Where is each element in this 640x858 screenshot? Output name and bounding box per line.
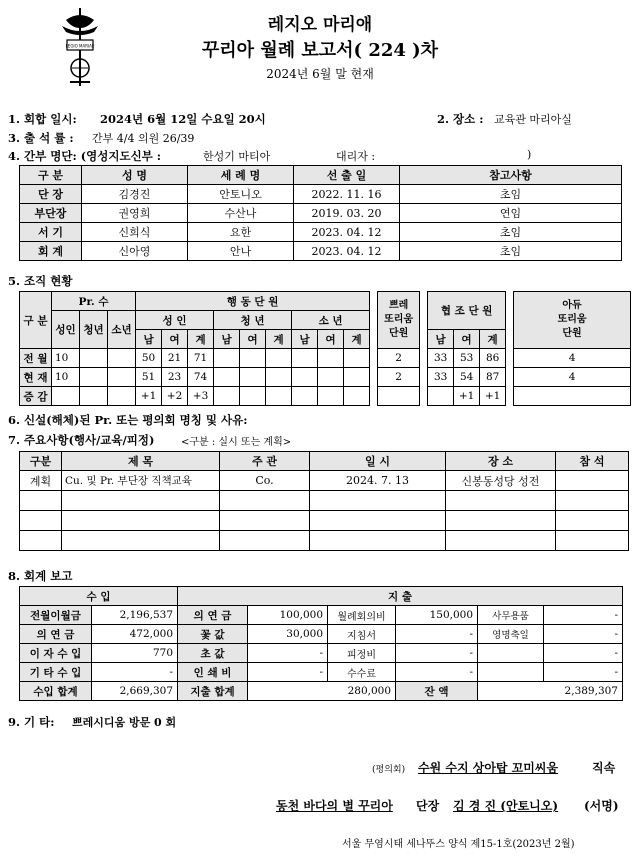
org-header-f: 여 (454, 330, 480, 349)
org-header-sum: 계 (344, 330, 370, 349)
table-row (20, 644, 623, 663)
org-header-m: 남 (292, 330, 318, 349)
meeting-datetime: 2024년 6월 12일 수요일 20시 (100, 112, 266, 126)
date-cell: 2023. 04. 12 (294, 242, 400, 261)
note-cell: 연임 (400, 204, 622, 223)
org-cell (318, 387, 344, 406)
org-cell: 2 (378, 368, 420, 387)
date-cell: 2019. 03. 20 (294, 204, 400, 223)
baptism-cell: 안나 (188, 242, 294, 261)
org-header-m: 남 (136, 330, 162, 349)
table-row (20, 223, 622, 242)
attendance-value: 간부 4/4 의원 26/39 (92, 132, 195, 145)
date-cell: 2022. 11. 16 (294, 185, 400, 204)
org-cell: 4 (514, 368, 631, 387)
officers-close: ) (527, 148, 532, 161)
balance-value: 2,389,307 (478, 682, 623, 701)
org-cell (108, 387, 136, 406)
place-label: 2. 장소 : (437, 112, 484, 126)
org-cell (318, 368, 344, 387)
sign-mark: (서명) (584, 799, 619, 813)
activity-cell (220, 491, 310, 511)
col-header: 성 명 (82, 166, 188, 185)
name-cell: 권영희 (82, 204, 188, 223)
org-cell: 33 (428, 368, 454, 387)
income-header: 수 입 (20, 587, 178, 606)
expense-item: 피정비 (328, 644, 396, 663)
org-cell: 54 (454, 368, 480, 387)
col-header: 참 석 (556, 452, 629, 471)
finance-table (19, 586, 623, 701)
activity-cell (310, 531, 446, 551)
org-cell: +2 (162, 387, 188, 406)
note-cell: 초임 (400, 185, 622, 204)
activities-note: <구분 : 실시 또는 계획> (181, 437, 292, 448)
col-header: 참고사항 (400, 166, 622, 185)
org-cell (214, 368, 240, 387)
expense-amount: - (544, 644, 623, 663)
expense-header: 지 출 (178, 587, 623, 606)
income-item: 의 연 금 (20, 625, 92, 644)
baptism-cell: 수산나 (188, 204, 294, 223)
income-item: 기 타 수 입 (20, 663, 92, 682)
org-cell (80, 368, 108, 387)
org-cell: +1 (136, 387, 162, 406)
org-header-m: 남 (428, 330, 454, 349)
activity-cell: 2024. 7. 13 (310, 471, 446, 491)
income-total-label: 수입 합계 (20, 682, 92, 701)
org-header-f: 여 (162, 330, 188, 349)
expense-amount: 30,000 (248, 625, 328, 644)
table-row (20, 204, 622, 223)
expense-item: 초 값 (178, 644, 248, 663)
org-cell: 53 (454, 349, 480, 368)
org-header-ppre: 쁘레 또리움 단원 (378, 292, 420, 349)
income-amount: - (92, 663, 178, 682)
org-header-pr-sub: 성인 (52, 311, 80, 349)
expense-total-label: 지출 합계 (178, 682, 248, 701)
org-cell (266, 368, 292, 387)
org-cell (80, 349, 108, 368)
activity-cell (556, 511, 629, 531)
name-cell: 신희식 (82, 223, 188, 242)
activity-cell (62, 531, 220, 551)
col-header: 장 소 (446, 452, 556, 471)
org-cell: 51 (136, 368, 162, 387)
activity-cell (310, 491, 446, 511)
expense-amount: - (396, 644, 478, 663)
finance-label: 8. 회계 보고 (8, 569, 73, 583)
income-total: 2,669,307 (92, 682, 178, 701)
activity-cell (556, 531, 629, 551)
activity-cell (556, 471, 629, 491)
org-cell (240, 368, 266, 387)
activity-cell (446, 531, 556, 551)
org-cell: +1 (454, 387, 480, 406)
org-table (19, 291, 631, 406)
expense-item: 인 쇄 비 (178, 663, 248, 682)
col-header: 선 출 일 (294, 166, 400, 185)
leader-label: 단장 (416, 799, 440, 813)
activity-cell (20, 531, 62, 551)
expense-item: 사무용품 (478, 606, 544, 625)
org-cell (292, 387, 318, 406)
role-cell: 단 장 (20, 185, 82, 204)
org-cell (108, 368, 136, 387)
table-row (20, 606, 623, 625)
activity-cell (62, 511, 220, 531)
org-cell: +1 (480, 387, 506, 406)
org-cell: 71 (188, 349, 214, 368)
activity-cell: 계획 (20, 471, 62, 491)
org-row-label: 현 재 (20, 368, 52, 387)
org-cell (428, 387, 454, 406)
note-cell: 초임 (400, 223, 622, 242)
income-amount: 770 (92, 644, 178, 663)
report-date: 2024년 6월 말 현재 (266, 67, 374, 81)
activity-cell (220, 531, 310, 551)
org-header-gubun: 구 분 (20, 292, 52, 349)
org-row-label: 전 월 (20, 349, 52, 368)
org-header-boy: 소 년 (292, 311, 370, 330)
org-cell (318, 349, 344, 368)
expense-amount: - (544, 606, 623, 625)
table-row (20, 663, 623, 682)
activity-cell (446, 511, 556, 531)
name-cell: 김경진 (82, 185, 188, 204)
org-cell (52, 387, 80, 406)
attendance-label: 3. 출 석 률 : (8, 131, 74, 145)
activities-table (19, 451, 629, 551)
other-value: 쁘레시디움 방문 0 회 (72, 716, 177, 729)
meeting-label: 1. 회합 일시: (8, 112, 77, 126)
org-cell (108, 349, 136, 368)
expense-amount: - (544, 625, 623, 644)
org-header-sum: 계 (188, 330, 214, 349)
note-cell: 초임 (400, 242, 622, 261)
activity-cell (62, 491, 220, 511)
baptism-cell: 안토니오 (188, 185, 294, 204)
col-header: 주 관 (220, 452, 310, 471)
report-title: 꾸리아 월례 보고서( 224 )차 (201, 40, 439, 61)
expense-item: 의 연 금 (178, 606, 248, 625)
balance-label: 잔 액 (396, 682, 478, 701)
council-prefix: (평의회) (372, 765, 406, 775)
col-header: 제 목 (62, 452, 220, 471)
income-item: 전월이월금 (20, 606, 92, 625)
org-cell: 87 (480, 368, 506, 387)
other-label: 9. 기 타: (8, 715, 55, 729)
table-row (20, 242, 622, 261)
table-row (20, 471, 629, 491)
org-cell (514, 387, 631, 406)
activity-cell (220, 511, 310, 531)
org-cell: +3 (188, 387, 214, 406)
table-row (20, 349, 631, 368)
expense-item (478, 663, 544, 682)
org-header-f: 여 (240, 330, 266, 349)
col-header: 구분 (20, 452, 62, 471)
org-header-adult: 성 인 (136, 311, 214, 330)
expense-amount: - (396, 663, 478, 682)
council-name: 수원 수지 상아탑 꼬미씨움 (418, 761, 559, 775)
org-header-sum: 계 (266, 330, 292, 349)
form-footer: 서울 무염시태 세나뚜스 양식 제15-1호(2023년 2월) (342, 839, 575, 850)
role-cell: 부단장 (20, 204, 82, 223)
org-header-f: 여 (318, 330, 344, 349)
org-cell: 10 (52, 368, 80, 387)
expense-amount: - (248, 644, 328, 663)
income-item: 이 자 수 입 (20, 644, 92, 663)
col-header: 일 시 (310, 452, 446, 471)
table-row (20, 185, 622, 204)
table-row (20, 491, 629, 511)
activity-cell (556, 491, 629, 511)
council-suffix: 직속 (592, 761, 616, 775)
org-cell: 33 (428, 349, 454, 368)
expense-amount: 100,000 (248, 606, 328, 625)
officers-table (19, 165, 622, 261)
org-cell (214, 349, 240, 368)
baptism-cell: 요한 (188, 223, 294, 242)
org-header-adj: 아듀 또리움 단원 (514, 292, 631, 349)
org-label: 5. 조직 현황 (8, 274, 73, 288)
table-row (20, 531, 629, 551)
org-cell: 74 (188, 368, 214, 387)
income-amount: 2,196,537 (92, 606, 178, 625)
role-cell: 회 계 (20, 242, 82, 261)
col-header: 구 분 (20, 166, 82, 185)
org-row-label: 증 감 (20, 387, 52, 406)
org-cell (80, 387, 108, 406)
org-cell (240, 349, 266, 368)
table-row (20, 511, 629, 531)
expense-item: 수수료 (328, 663, 396, 682)
org-cell (344, 349, 370, 368)
org-cell (344, 368, 370, 387)
expense-item: 월례회의비 (328, 606, 396, 625)
expense-total: 280,000 (248, 682, 396, 701)
deputy-label: 대리자 : (336, 150, 376, 163)
org-header-sum: 계 (480, 330, 506, 349)
org-cell: 10 (52, 349, 80, 368)
org-cell (292, 349, 318, 368)
activity-cell (20, 511, 62, 531)
table-row (20, 368, 631, 387)
place-value: 교육관 마리아실 (494, 113, 572, 126)
org-cell: 4 (514, 349, 631, 368)
activity-cell (20, 491, 62, 511)
org-cell: 23 (162, 368, 188, 387)
org-header-aux: 협 조 단 원 (428, 292, 506, 330)
income-amount: 472,000 (92, 625, 178, 644)
curia-name: 동천 바다의 별 꾸리아 (276, 799, 393, 813)
org-cell (214, 387, 240, 406)
org-cell (266, 387, 292, 406)
title-line1: 레지오 마리애 (267, 15, 373, 35)
activities-label: 7. 주요사항(행사/교육/피정) (8, 433, 155, 447)
org-cell: 86 (480, 349, 506, 368)
totals-row (20, 682, 623, 701)
role-cell: 서 기 (20, 223, 82, 242)
org-cell (292, 368, 318, 387)
expense-item: 지침서 (328, 625, 396, 644)
new-pr-label: 6. 신설(해체)된 Pr. 또는 평의회 명칭 및 사유: (8, 413, 248, 427)
org-header-pr-sub: 청년 (80, 311, 108, 349)
name-cell: 신아영 (82, 242, 188, 261)
table-row (20, 387, 631, 406)
expense-amount: - (544, 663, 623, 682)
expense-item: 꽃 값 (178, 625, 248, 644)
table-row (20, 625, 623, 644)
expense-item: 영명축일 (478, 625, 544, 644)
spiritual-director: 한성기 마티아 (203, 150, 271, 163)
org-header-pr-sub: 소년 (108, 311, 136, 349)
org-cell (266, 349, 292, 368)
officers-label: 4. 간부 명단: (영성지도신부 : (8, 149, 162, 163)
org-header-pr: Pr. 수 (52, 292, 136, 311)
expense-amount: - (248, 663, 328, 682)
org-cell (240, 387, 266, 406)
expense-amount: 150,000 (396, 606, 478, 625)
org-cell: 21 (162, 349, 188, 368)
expense-amount: - (396, 625, 478, 644)
org-cell: 2 (378, 349, 420, 368)
activity-cell: 신봉동성당 성전 (446, 471, 556, 491)
activity-cell (310, 511, 446, 531)
expense-item (478, 644, 544, 663)
activity-cell: Co. (220, 471, 310, 491)
org-cell: 50 (136, 349, 162, 368)
org-cell (378, 387, 420, 406)
org-header-youth: 청 년 (214, 311, 292, 330)
org-cell (344, 387, 370, 406)
org-header-active: 행 동 단 원 (136, 292, 370, 311)
leader-name: 김 경 진 (안토니오) (453, 799, 559, 813)
logo-text: LEGIO MARIAE (65, 43, 95, 49)
org-header-m: 남 (214, 330, 240, 349)
activity-cell: Cu. 및 Pr. 부단장 직책교육 (62, 471, 220, 491)
activity-cell (446, 491, 556, 511)
date-cell: 2023. 04. 12 (294, 223, 400, 242)
col-header: 세 례 명 (188, 166, 294, 185)
